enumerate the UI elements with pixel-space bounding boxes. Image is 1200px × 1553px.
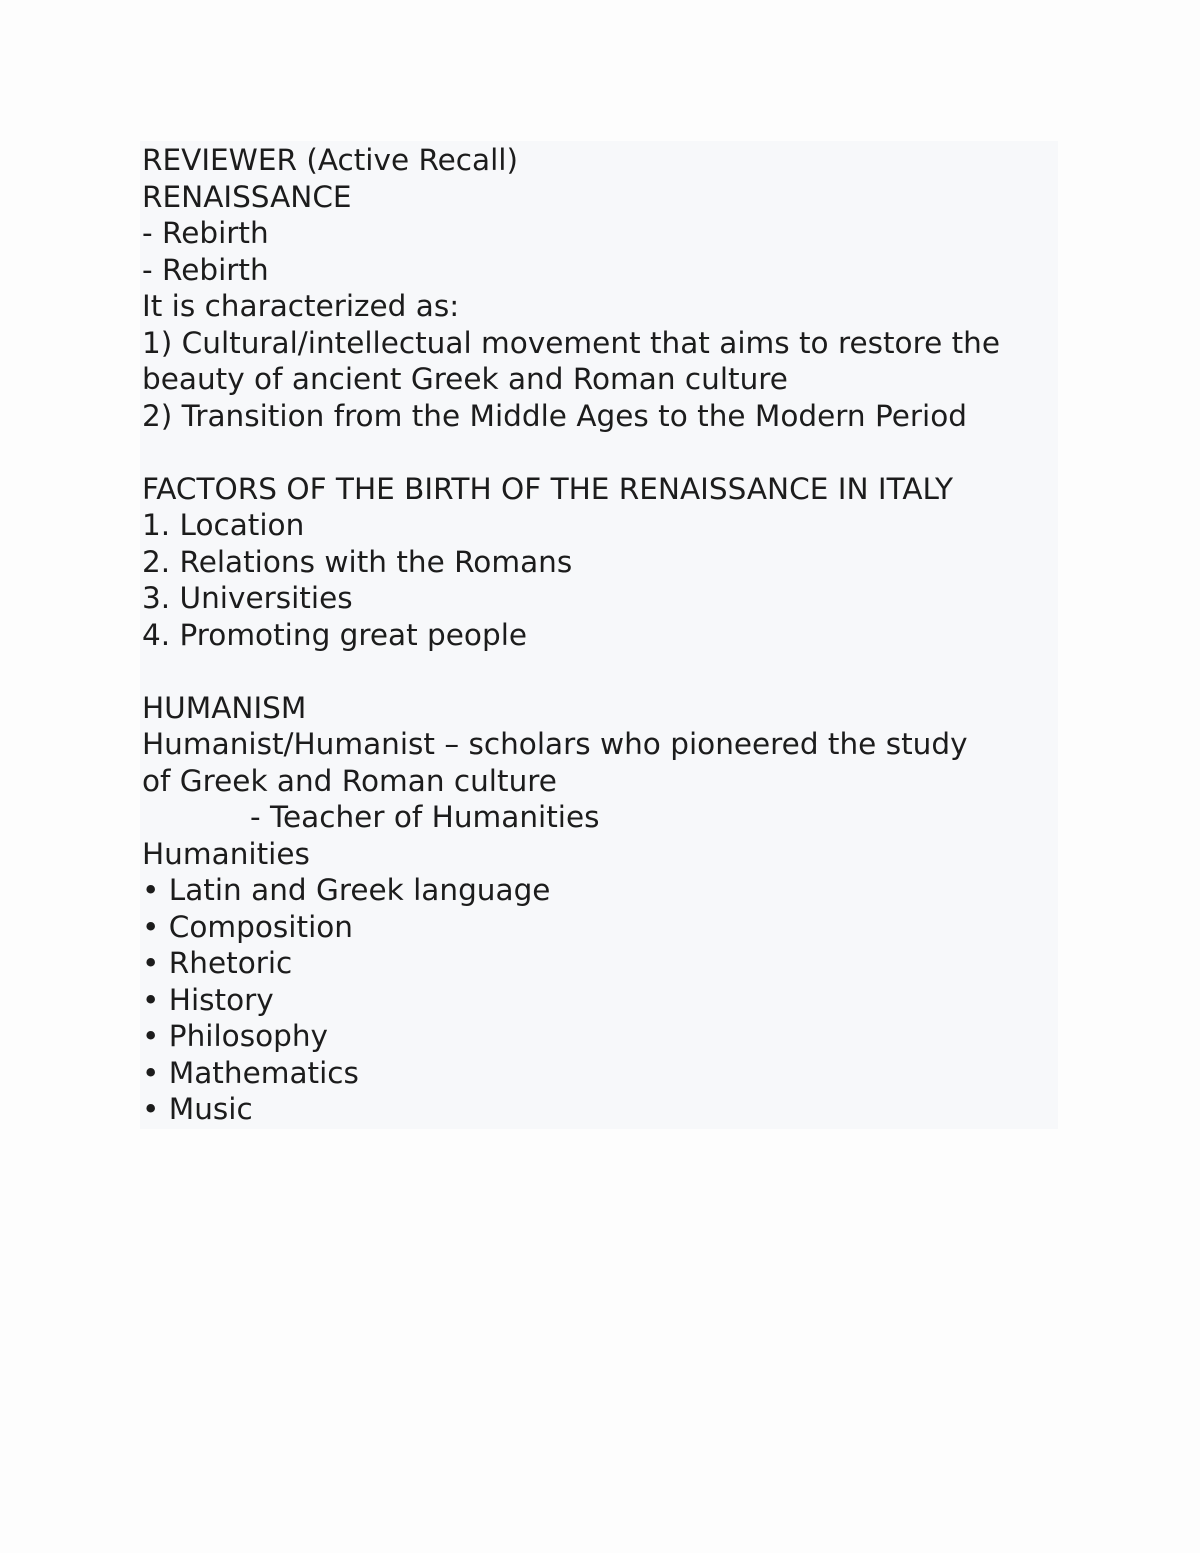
humanist-definition-line-2: of Greek and Roman culture [142,763,557,798]
document-title: REVIEWER (Active Recall) [142,143,518,177]
factors-heading: FACTORS OF THE BIRTH OF THE RENAISSANCE IN ITALY [142,471,954,506]
characteristic-1-line-1: 1) Cultural/intellectual movement that aims to restore the [142,325,1001,360]
characteristic-1-line-2: beauty of ancient Greek and Roman culture [142,362,788,396]
factor-item: 3. Universities [142,581,353,615]
humanities-item: • Rhetoric [142,946,293,980]
humanities-item: • Mathematics [142,1055,359,1090]
humanism-heading: HUMANISM [142,690,307,725]
humanities-item: • Music [142,1092,253,1126]
renaissance-definition-2: - Rebirth [142,252,269,287]
characterized-intro: It is characterized as: [142,289,460,323]
humanities-item: • Composition [142,909,354,944]
humanities-item: • History [142,982,274,1017]
blank-line [142,434,1058,471]
humanities-subheading: Humanities [142,836,310,871]
renaissance-definition-1: - Rebirth [142,216,269,250]
text-content-block [140,141,1058,1129]
factor-item: 4. Promoting great people [142,617,528,652]
factor-item: 2. Relations with the Romans [142,544,573,579]
humanities-item: • Philosophy [142,1019,329,1053]
humanist-definition-line-1: Humanist/Humanist – scholars who pioneered the study [142,727,968,761]
humanist-definition-sub: - Teacher of Humanities [250,800,600,834]
renaissance-heading: RENAISSANCE [142,179,352,214]
factor-item: 1. Location [142,508,305,542]
blank-line [142,653,1058,690]
humanities-item: • Latin and Greek language [142,873,551,907]
characteristic-2: 2) Transition from the Middle Ages to the Modern Period [142,398,967,433]
